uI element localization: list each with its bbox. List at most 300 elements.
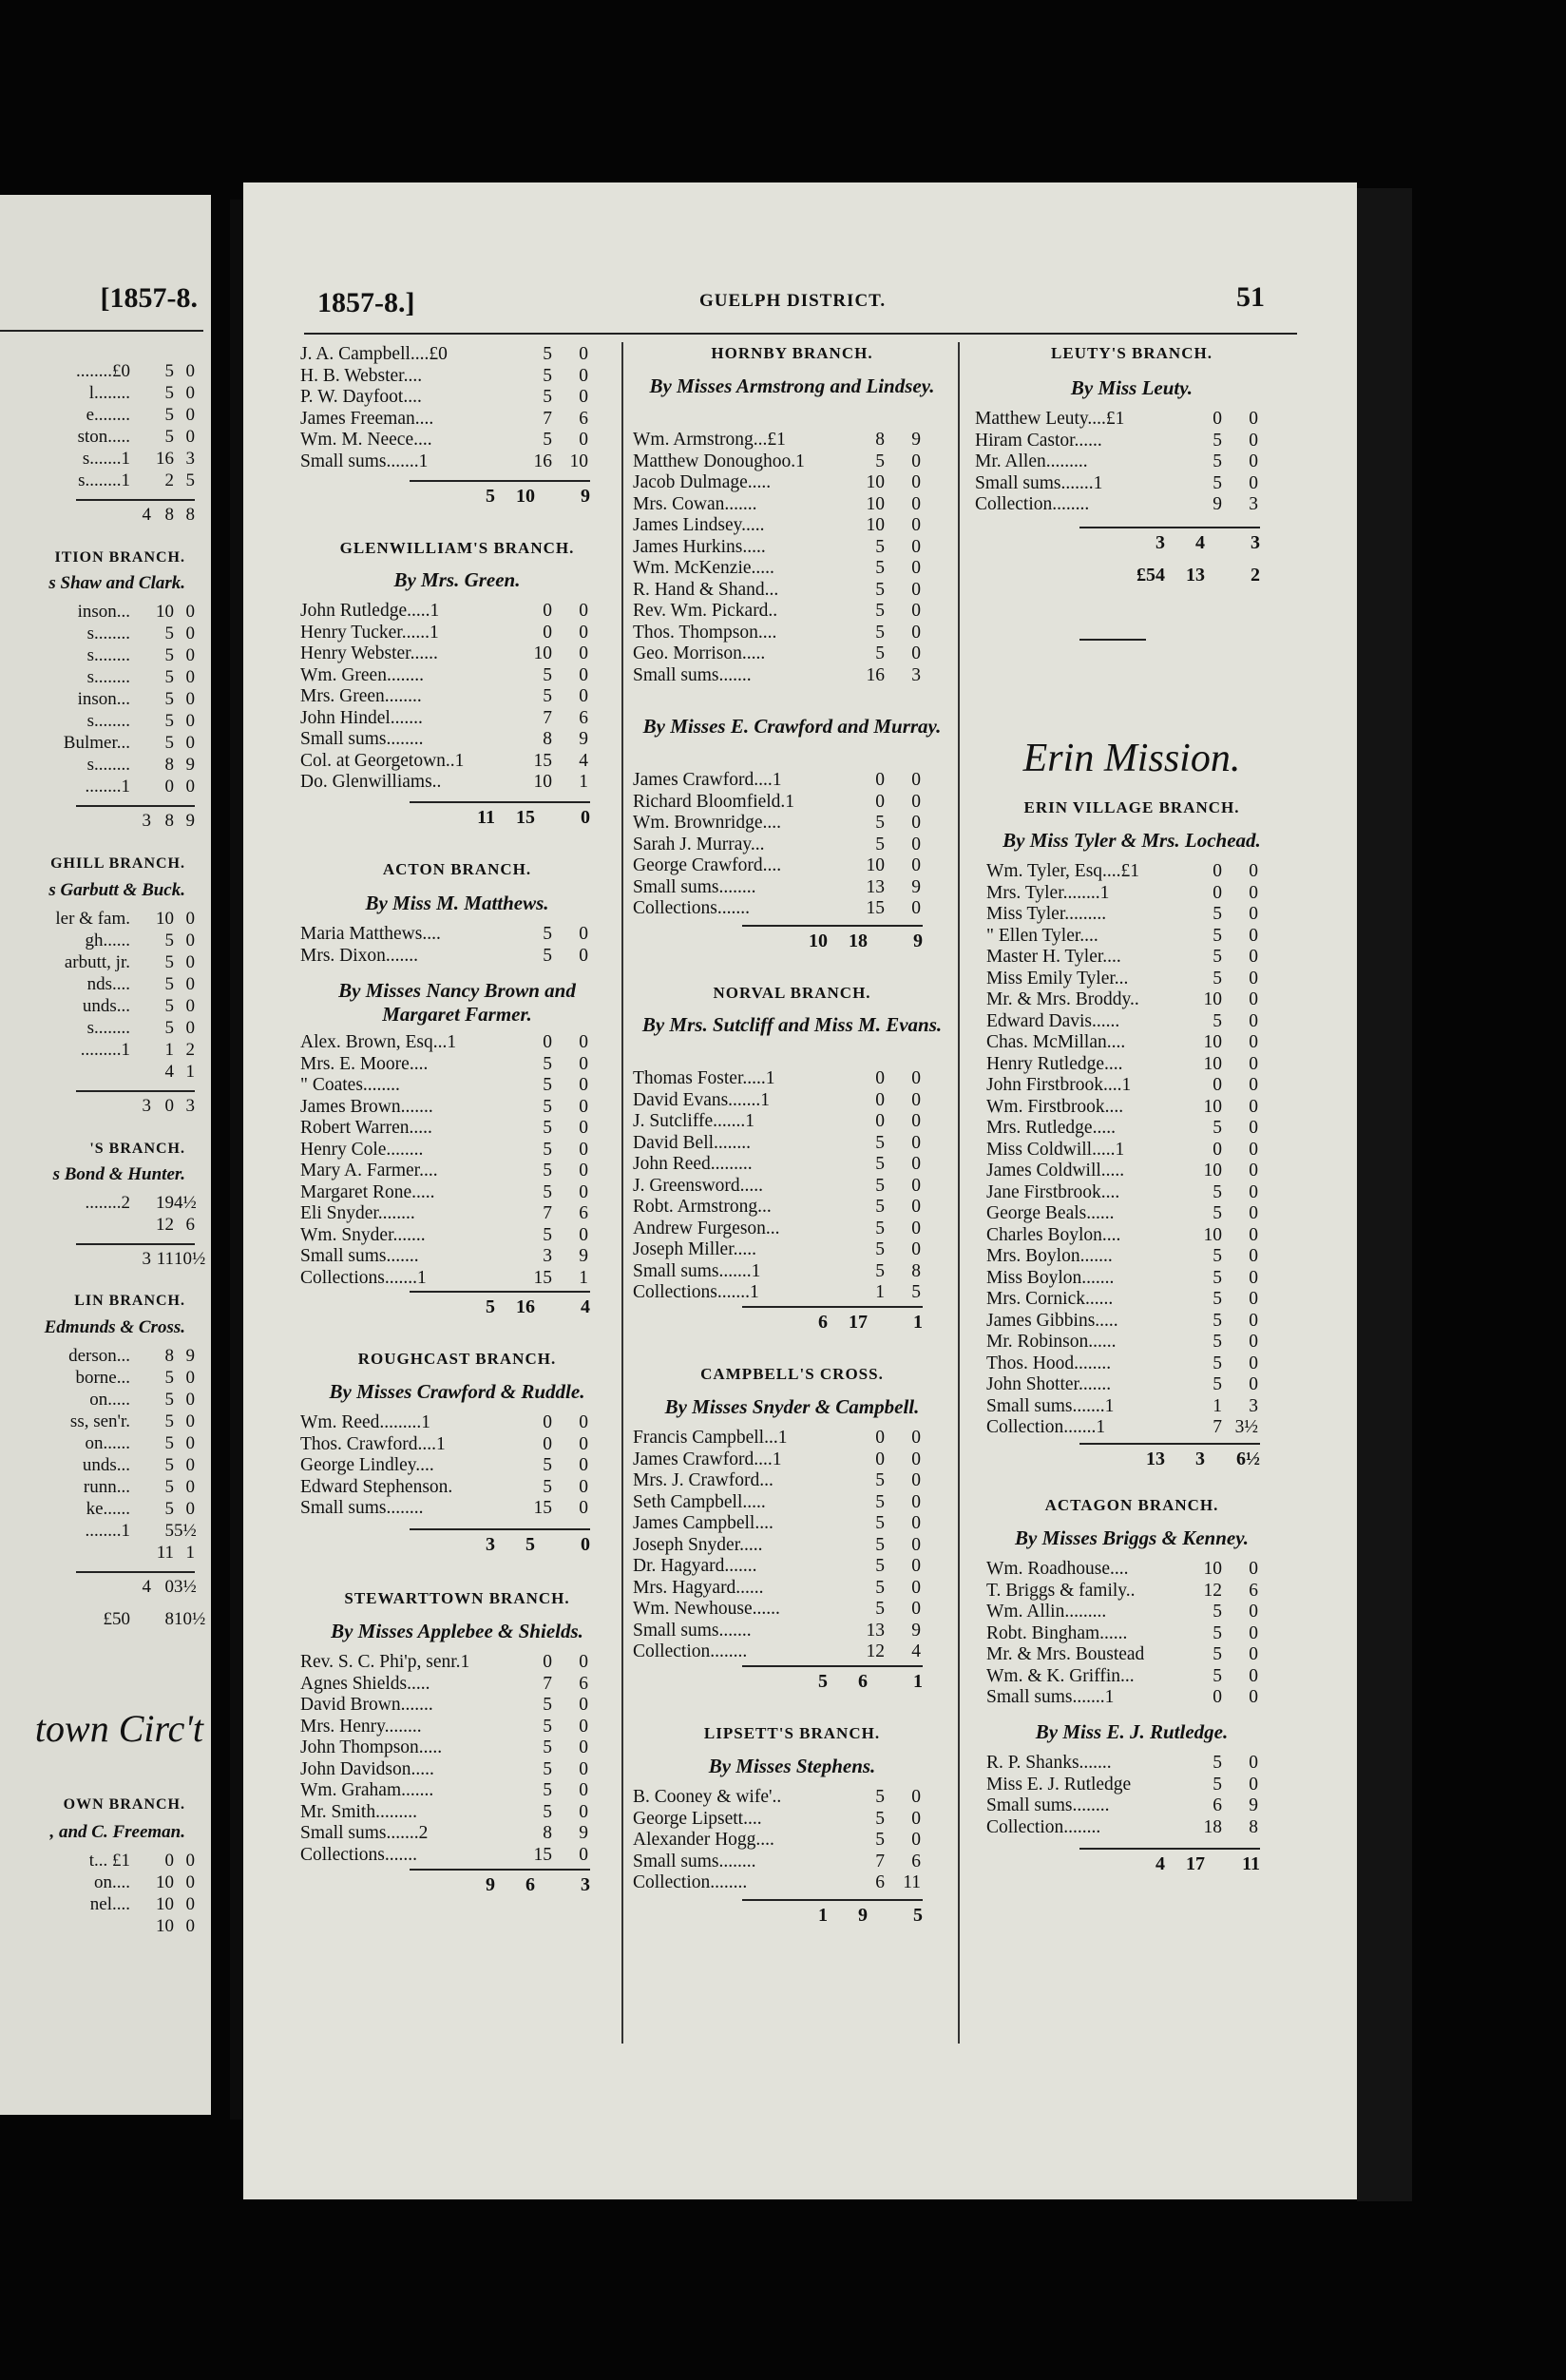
- contribution-row: [300, 708, 614, 730]
- contribution-row: [633, 1239, 951, 1261]
- contribution-row: [633, 558, 951, 580]
- branch-heading: ACTON BRANCH.: [382, 860, 532, 878]
- ledger-row: [0, 361, 195, 383]
- amount-shillings: 5: [543, 1075, 552, 1095]
- contributor-name: Small sums.......1: [300, 451, 429, 471]
- contribution-row: [300, 772, 614, 794]
- amount-pence: 0: [579, 1161, 588, 1180]
- amount-shillings: 0: [875, 770, 885, 790]
- contribution-row: [633, 877, 951, 899]
- amount-shillings: 5: [543, 365, 552, 386]
- amount-shillings: 5: [875, 1599, 885, 1619]
- amount-pence: 0: [911, 1111, 921, 1131]
- amount-pence: 0: [185, 624, 195, 643]
- amount-shillings: 5: [1213, 1118, 1222, 1138]
- total-rule: [1079, 1443, 1260, 1445]
- contributor-name: P. W. Dayfoot....: [300, 387, 422, 407]
- entry-name: derson...: [68, 1346, 130, 1366]
- amount-pence: 0: [185, 1916, 195, 1936]
- contribution-row: [633, 1154, 951, 1176]
- total-amount: 11: [1242, 1853, 1260, 1874]
- total-amount: 3: [581, 1874, 590, 1895]
- amount-shillings: 5: [543, 1758, 552, 1779]
- contribution-row: [300, 601, 614, 623]
- contribution-row: [633, 537, 951, 559]
- total-amount: 5: [525, 1534, 535, 1555]
- section-title: town Circ't: [34, 1707, 203, 1750]
- amount-pence: 0: [911, 1175, 921, 1196]
- amount: 0: [164, 1577, 174, 1597]
- amount-shillings: 5: [543, 387, 552, 407]
- contributor-name: Mr. & Mrs. Broddy..: [986, 989, 1139, 1009]
- amount-shillings: 0: [1213, 1139, 1222, 1160]
- contributor-name: Mrs. Tyler........1: [986, 882, 1110, 903]
- amount-pence: 0: [911, 1089, 921, 1110]
- contribution-row: [633, 1830, 951, 1852]
- contributor-name: James Campbell....: [633, 1513, 773, 1533]
- collectors-line: By Miss Leuty.: [1070, 376, 1194, 399]
- amount: 4: [142, 1577, 151, 1597]
- contributor-name: Collection........: [986, 1816, 1101, 1837]
- amount-shillings: 15: [533, 1267, 552, 1288]
- amount-pence: 0: [1249, 989, 1258, 1009]
- amount-pence: 0: [579, 1096, 588, 1117]
- amount-pence: 0: [1249, 1622, 1258, 1643]
- amount-pence: 6: [1249, 1580, 1258, 1601]
- contribution-row: [300, 387, 614, 409]
- contributor-name: J. A. Campbell....£0: [300, 344, 448, 364]
- amount-shillings: 1: [164, 1040, 174, 1060]
- amount-shillings: 0: [543, 1032, 552, 1052]
- collectors-line: By Misses Armstrong and Lindsey.: [649, 374, 935, 397]
- amount: 3½: [174, 1577, 197, 1597]
- contributor-name: Thomas Foster.....1: [633, 1068, 775, 1088]
- total-rule: [410, 1869, 590, 1871]
- ledger-row: [0, 1368, 195, 1390]
- contribution-row: [633, 1261, 951, 1283]
- contribution-row: [986, 1075, 1300, 1097]
- total-amount: 5: [486, 1296, 495, 1317]
- amount-shillings: 5: [875, 536, 885, 557]
- contribution-row: [633, 1787, 951, 1809]
- right-page: [243, 182, 1357, 2199]
- amount-shillings: 5: [164, 974, 174, 994]
- amount: 8: [185, 505, 195, 525]
- contributor-name: Miss E. J. Rutledge: [986, 1774, 1132, 1795]
- contributor-name: Mrs. Green........: [300, 686, 422, 706]
- amount-shillings: 5: [1213, 1010, 1222, 1031]
- amount-pence: 0: [911, 1068, 921, 1088]
- collectors-text: , and C. Freeman.: [49, 1822, 185, 1842]
- left-total-row: [0, 1577, 195, 1599]
- ledger-row: [0, 1455, 195, 1477]
- contribution-row: [986, 1097, 1300, 1119]
- ledger-row: [0, 1193, 195, 1215]
- amount-shillings: 0: [1213, 861, 1222, 881]
- entry-name: s.......1: [82, 449, 130, 469]
- amount-pence: 8: [911, 1260, 921, 1281]
- amount-pence: 9: [579, 1246, 588, 1266]
- total-amount: 3: [1155, 532, 1165, 553]
- contribution-row: [986, 947, 1300, 969]
- amount-shillings: 6: [875, 1872, 885, 1892]
- amount: 4: [142, 505, 151, 525]
- branch-total: [975, 563, 1289, 585]
- contributor-name: Small sums.......1: [986, 1687, 1115, 1707]
- entry-name: nds....: [86, 974, 130, 994]
- contribution-row: [986, 1203, 1300, 1225]
- amount-pence: 0: [911, 813, 921, 833]
- total-amount: 3: [486, 1534, 495, 1555]
- contributor-name: Mary A. Farmer....: [300, 1161, 438, 1180]
- amount-shillings: 5: [875, 579, 885, 600]
- left-total-row: [0, 505, 195, 527]
- amount-shillings: 0: [1213, 882, 1222, 903]
- amount-pence: 4½: [174, 1193, 197, 1213]
- contributor-name: Edward Davis......: [986, 1010, 1120, 1031]
- contribution-row: [633, 1133, 951, 1155]
- contribution-row: [633, 451, 951, 473]
- amount-shillings: 5: [164, 711, 174, 731]
- contribution-row: [986, 1311, 1300, 1333]
- amount-shillings: 10: [1203, 1161, 1222, 1180]
- contribution-row: [300, 451, 614, 473]
- contribution-row: [300, 409, 614, 431]
- amount-pence: 0: [1249, 968, 1258, 988]
- contributor-name: B. Cooney & wife'..: [633, 1787, 782, 1807]
- amount-shillings: 5: [875, 1830, 885, 1850]
- amount-pence: 0: [1249, 1753, 1258, 1773]
- contribution-row: [633, 792, 951, 814]
- contribution-row: [986, 904, 1300, 926]
- amount-shillings: 7: [543, 1673, 552, 1694]
- amount-pence: 0: [1249, 947, 1258, 967]
- heading-text: LIN BRANCH.: [74, 1293, 185, 1309]
- amount-pence: 6: [579, 1203, 588, 1223]
- amount-pence: 6: [579, 1673, 588, 1694]
- total-amount: 17: [1186, 1853, 1205, 1874]
- contribution-row: [986, 1396, 1300, 1418]
- amount-shillings: 18: [1203, 1816, 1222, 1837]
- amount-pence: 0: [579, 1737, 588, 1757]
- contributor-name: Henry Tucker......1: [300, 622, 439, 643]
- contributor-name: " Ellen Tyler....: [986, 925, 1098, 946]
- contribution-row: [975, 409, 1289, 431]
- contributor-name: Master H. Tyler....: [986, 947, 1121, 967]
- amount-shillings: 3: [543, 1246, 552, 1266]
- contributor-name: Eli Snyder........: [300, 1203, 415, 1223]
- amount-pence: 0: [579, 344, 588, 364]
- left-page-fragment: [0, 195, 211, 2115]
- amount-shillings: 10: [1203, 1559, 1222, 1579]
- contributor-name: Mrs. Boylon.......: [986, 1246, 1113, 1266]
- amount-shillings: 10: [1203, 1053, 1222, 1074]
- contribution-row: [300, 1203, 614, 1225]
- amount-shillings: 5: [164, 383, 174, 403]
- amount-shillings: 5: [164, 427, 174, 447]
- amount-shillings: 5: [875, 558, 885, 578]
- contributor-name: Collections.......1: [633, 1282, 759, 1302]
- contributor-name: Mr. Allen.........: [975, 451, 1088, 471]
- amount-pence: 9: [911, 876, 921, 897]
- contributor-name: Mr. Smith.........: [300, 1801, 417, 1822]
- contributor-name: Edward Stephenson.: [300, 1476, 453, 1497]
- amount-pence: 2: [185, 1040, 195, 1060]
- contribution-row: [986, 1644, 1300, 1666]
- amount-shillings: 8: [543, 1823, 552, 1843]
- amount-shillings: 5: [164, 733, 174, 753]
- contributor-name: Mrs. Cowan.......: [633, 493, 757, 514]
- total-amount: 4: [581, 1296, 590, 1317]
- branch-heading: [0, 1293, 195, 1315]
- contribution-row: [300, 1759, 614, 1781]
- ledger-row: [0, 777, 195, 798]
- contributor-name: Rev. Wm. Pickard..: [633, 601, 778, 621]
- amount-pence: 0: [1249, 1374, 1258, 1394]
- page-header-title: GUELPH DISTRICT.: [699, 291, 887, 311]
- contributor-name: Small sums........: [300, 1498, 424, 1518]
- amount-pence: 0: [185, 361, 195, 381]
- total-row: [633, 1671, 951, 1694]
- contributor-name: Small sums.......1: [633, 1260, 761, 1281]
- amount-shillings: 5: [164, 1018, 174, 1038]
- amount-shillings: 0: [543, 622, 552, 643]
- amount-shillings: 5: [164, 1521, 174, 1541]
- amount-shillings: 10: [866, 493, 885, 514]
- amount-pence: 0: [911, 1218, 921, 1238]
- contribution-row: [633, 855, 951, 877]
- amount-shillings: 5: [875, 1132, 885, 1153]
- amount: 3: [142, 811, 151, 831]
- amount-shillings: 5: [1213, 904, 1222, 924]
- contributor-name: Henry Webster......: [300, 643, 438, 663]
- amount-shillings: 10: [866, 855, 885, 875]
- contributor-name: Collections.......: [300, 1844, 417, 1865]
- contribution-row: [986, 1687, 1300, 1709]
- amount-shillings: 5: [1213, 451, 1222, 471]
- amount-pence: 0: [579, 1716, 588, 1737]
- contributor-name: George Lipsett....: [633, 1808, 762, 1829]
- amount-pence: 0: [1249, 1032, 1258, 1052]
- contributor-name: R. P. Shanks.......: [986, 1753, 1112, 1773]
- contribution-row: [300, 1412, 614, 1434]
- contribution-row: [986, 989, 1300, 1011]
- amount-pence: 0: [579, 1181, 588, 1202]
- total-row: [975, 532, 1289, 555]
- total-amount: 17: [849, 1312, 868, 1333]
- contribution-row: [986, 1581, 1300, 1603]
- entry-name: inson...: [77, 602, 130, 622]
- amount-shillings: 5: [875, 1577, 885, 1598]
- contribution-list: [633, 1787, 951, 1894]
- contribution-row: [300, 1161, 614, 1182]
- branch-heading: ROUGHCAST BRANCH.: [357, 1350, 557, 1368]
- amount-shillings: 12: [1203, 1580, 1222, 1601]
- collectors-line: By Mrs. Sutcliff and Miss M. Evans.: [641, 1013, 943, 1036]
- amount-shillings: 1: [1213, 1395, 1222, 1416]
- amount-pence: 0: [185, 1368, 195, 1388]
- contribution-row: [633, 1090, 951, 1112]
- amount-shillings: 5: [875, 1491, 885, 1512]
- amount-pence: 0: [911, 770, 921, 790]
- amount-shillings: 5: [543, 945, 552, 966]
- amount-pence: 0: [579, 945, 588, 966]
- contribution-row: [633, 515, 951, 537]
- amount-pence: 0: [911, 1599, 921, 1619]
- amount-pence: 0: [911, 1513, 921, 1533]
- amount-pence: 0: [911, 1556, 921, 1576]
- contribution-row: [633, 1556, 951, 1578]
- amount-pence: 0: [911, 558, 921, 578]
- total-rule: [1079, 527, 1260, 528]
- amount-pence: 0: [579, 643, 588, 663]
- amount-pence: 0: [185, 1390, 195, 1410]
- total-rule: [410, 480, 590, 482]
- amount-shillings: 5: [875, 1513, 885, 1533]
- total-amount: 9: [913, 931, 923, 951]
- contributor-name: Robt. Armstrong...: [633, 1197, 772, 1217]
- amount-shillings: 5: [875, 1218, 885, 1238]
- contribution-row: [633, 1578, 951, 1600]
- ledger-row: [0, 470, 195, 492]
- amount-shillings: 4: [164, 1062, 174, 1082]
- amount-pence: 0: [1249, 1602, 1258, 1622]
- entry-name: s........: [86, 711, 130, 731]
- contribution-row: [300, 1498, 614, 1520]
- amount-pence: 0: [1249, 1161, 1258, 1180]
- amount-shillings: 5: [1213, 1774, 1222, 1795]
- amount-shillings: 5: [164, 1433, 174, 1453]
- amount-shillings: 12: [866, 1641, 885, 1661]
- collectors-line: [0, 573, 195, 595]
- contributor-name: John Reed.........: [633, 1154, 753, 1174]
- contribution-row: [633, 472, 951, 494]
- entry-name: s........: [86, 1018, 130, 1038]
- amount-shillings: 5: [543, 686, 552, 706]
- total-row: [975, 565, 1289, 587]
- contribution-row: [633, 1852, 951, 1873]
- amount-pence: 5: [185, 470, 195, 490]
- amount-pence: 3½: [1234, 1417, 1258, 1437]
- amount-pence: 3: [1249, 1395, 1258, 1416]
- amount-shillings: 8: [164, 1609, 174, 1629]
- contributor-name: Wm. Roadhouse....: [986, 1559, 1129, 1579]
- contributor-name: Wm. Tyler, Esq....£1: [986, 861, 1140, 881]
- collectors-line: By Misses Crawford & Ruddle.: [329, 1380, 585, 1403]
- entry-name: runn...: [83, 1477, 130, 1497]
- contribution-list: [633, 770, 951, 920]
- ledger-row: [0, 1390, 195, 1411]
- amount: 11: [156, 1249, 174, 1269]
- collectors-line: By Misses Nancy Brown and Margaret Farmer.: [338, 979, 576, 1026]
- contributor-name: Thos. Hood........: [986, 1353, 1112, 1373]
- amount-shillings: 0: [875, 1111, 885, 1131]
- amount-pence: 0: [1249, 1774, 1258, 1795]
- left-total-row: [0, 1249, 206, 1271]
- contributor-name: James Gibbins.....: [986, 1310, 1118, 1331]
- contribution-row: [300, 1140, 614, 1161]
- branch-heading: ERIN VILLAGE BRANCH.: [1023, 798, 1240, 816]
- contribution-row: [300, 623, 614, 644]
- contribution-row: [633, 1872, 951, 1894]
- branch-heading: STEWARTTOWN BRANCH.: [344, 1589, 570, 1607]
- contributor-name: Small sums........: [633, 876, 756, 897]
- amount-shillings: 5: [1213, 968, 1222, 988]
- amount-shillings: 13: [866, 876, 885, 897]
- entry-name: on.....: [89, 1390, 130, 1410]
- amount-pence: 0: [911, 515, 921, 535]
- total-rule: [410, 1528, 590, 1530]
- amount-shillings: 7: [1213, 1417, 1222, 1437]
- contributor-name: Miss Tyler.........: [986, 904, 1107, 924]
- contributor-name: Small sums........: [633, 1851, 756, 1871]
- amount-shillings: 5: [875, 1787, 885, 1807]
- ledger-row: [0, 733, 195, 755]
- contributor-name: Small sums.......2: [300, 1823, 429, 1843]
- contribution-row: [633, 898, 951, 920]
- ledger-row: [0, 1018, 195, 1040]
- contribution-row: [300, 946, 614, 968]
- contributor-name: Henry Rutledge....: [986, 1053, 1123, 1074]
- total-row: [300, 1874, 614, 1897]
- contribution-row: [633, 1068, 951, 1090]
- amount: 0: [164, 1096, 174, 1116]
- contribution-row: [633, 835, 951, 856]
- branch-total: [633, 1903, 951, 1926]
- branch-total: [975, 1447, 1289, 1469]
- total-amount: 0: [581, 1534, 590, 1555]
- ledger-row: [0, 602, 195, 624]
- amount-pence: 0: [911, 493, 921, 514]
- contributor-name: James Brown.......: [300, 1096, 433, 1117]
- total-row: [633, 1312, 951, 1334]
- contributor-name: George Beals......: [986, 1203, 1115, 1223]
- total-amount: 6: [858, 1671, 868, 1692]
- contributor-name: Collection........: [633, 1872, 748, 1892]
- contributor-name: John Shotter.......: [986, 1374, 1112, 1394]
- total-rule: [742, 1665, 923, 1667]
- contribution-row: [633, 1282, 951, 1304]
- amount-shillings: 10: [1203, 1096, 1222, 1117]
- collectors-line: By Miss Tyler & Mrs. Lochead.: [1003, 829, 1261, 852]
- contribution-row: [986, 1182, 1300, 1204]
- amount: 3: [142, 1096, 151, 1116]
- amount-shillings: 13: [866, 1620, 885, 1641]
- total-rule: [1079, 1848, 1260, 1850]
- contribution-list: [300, 1412, 614, 1520]
- total-amount: 4: [1195, 532, 1205, 553]
- amount-shillings: 5: [875, 1197, 885, 1217]
- contribution-row: [633, 1492, 951, 1514]
- mission-title: Erin Mission.: [1022, 737, 1241, 780]
- amount-pence: 6: [911, 1851, 921, 1871]
- amount-shillings: 5: [543, 344, 552, 364]
- amount-pence: 0: [579, 1224, 588, 1245]
- contribution-row: [300, 1455, 614, 1477]
- collectors-line: By Misses Applebee & Shields.: [331, 1620, 583, 1642]
- amount-shillings: 15: [533, 1498, 552, 1518]
- contribution-row: [986, 1417, 1300, 1439]
- contributor-name: Mrs. Dixon.......: [300, 945, 419, 966]
- amount-pence: 0: [579, 1455, 588, 1475]
- amount-shillings: 5: [164, 405, 174, 425]
- amount-pence: 0: [185, 645, 195, 665]
- amount-shillings: 5: [1213, 1310, 1222, 1331]
- contributor-name: Miss Coldwill.....1: [986, 1139, 1125, 1160]
- amount-pence: 0: [579, 1032, 588, 1052]
- contribution-row: [633, 623, 951, 644]
- amount-shillings: 5: [875, 622, 885, 643]
